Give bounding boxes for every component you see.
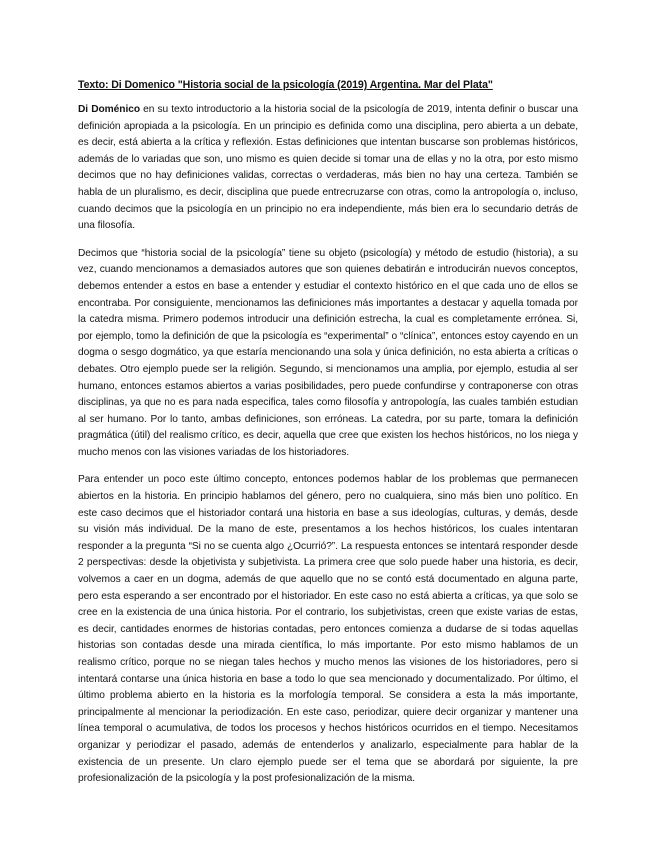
paragraph-body: en su texto introductorio a la historia social de la psicología de 2019, intenta definir o buscar una definición apropiada a la psicología. En un principio es definida como una disciplina, pero abierta a un debate, es decir, está abierta a la crítica y reflexión. Estas definiciones que intentan buscarse son problemas históricos, además de lo variadas que son, uno mismo es quien decide si tomar una de ellas y no la otra, por esto mismo decimos que no hay definiciones validas, correctas o verdaderas, más bien no hay una certeza. También se habla de un pluralismo, es decir, disciplina que puede entrecruzarse con otras, como la antropología o, incluso, cuando decimos que la psicología en un principio no era independiente, más bien era lo secundario detrás de una filosofía.	[78, 104, 578, 232]
paragraph-1	[78, 102, 578, 235]
paragraph-body: Para entender un poco este último concepto, entonces podemos hablar de los problemas que permanecen abiertos en la historia. En principio hablamos del género, pero no cualquiera, sino más bien uno político. En este caso decimos que el historiador contará una historia en base a sus ideologías, culturas, y demás, desde su visión más individual. De la mano de este, presentamos a los hechos históricos, los cuales intentaran responder a la pregunta “Si no se cuenta algo ¿Ocurrió?”. La respuesta entonces se intentará responder desde 2 perspectivas: desde la objetivista y subjetivista. La primera cree que solo puede haber una historia, es decir, volvemos a caer en un dogma, además de que aquello que no se contó está documentado en alguna parte, pero esta esperando a ser encontrado por el historiador. En este caso no está abierta a críticas, ya que solo se cree en la existencia de una única historia. Por el contrario, los subjetivistas, creen que existe varias de estas, es decir, cantidades enormes de historias contadas, pero entonces comienza a dudarse de si todas aquellas historias son contadas desde una mirada científica, lo más importante. Por esto mismo hablamos de un realismo crítico, porque no se niegan tales hechos y mucho menos las visiones de los historiadores, pero si intentará contarse una única historia en base a todo lo que sea mencionado y documentalizado. Por último, el último problema abierto en la historia es la morfología temporal. Se considera a esta la más importante, principalmente al mencionar la periodización. En este caso, periodizar, quiere decir organizar y mantener una línea temporal o acumulativa, de todos los procesos y hechos históricos ocurridos en el tiempo. Necesitamos organizar y periodizar el pasado, además de entenderlos y analizarlo, especialmente para hablar de la existencia de un presente. Un claro ejemplo puede ser el tema que se abordará por siguiente, la pre profesionalización de la psicología y la post profesionalización de la misma.	[78, 474, 578, 785]
paragraph-body: Decimos que “historia social de la psicología” tiene su objeto (psicología) y método de estudio (historia), a su vez, cuando mencionamos a demasiados autores que son quienes debatirán e introducirán nuevos conceptos, debemos entender a estos en base a entender y estudiar el contexto histórico en el que cada uno de ellos se encontraba. Por consiguiente, mencionamos las definiciones más importantes a destacar y aquella tomada por la catedra misma. Primero podemos introducir una definición estrecha, la cual es completamente errónea. Si, por ejemplo, tomo la definición de que la psicología es “experimental” o “clínica”, entonces estoy cayendo en un dogma o sesgo dogmático, ya que estaría mencionando una sola y única definición, no esta abierta a críticas o debates. Otro ejemplo puede ser la religión. Segundo, si mencionamos una amplia, por ejemplo, estudia al ser humano, entonces estamos abiertos a varias posibilidades, pero puede confundirse y contraponerse con otras disciplinas, ya que no es para nada especifica, tales como filosofía y antropología, las cuales también estudian al ser humano. Por lo tanto, ambas definiciones, son erróneas. La catedra, por su parte, tomara la definición pragmática (útil) del realismo crítico, es decir, aquella que cree que existen los hechos históricos, no los niega y mucho menos con las visiones variadas de los historiadores.	[78, 247, 578, 458]
paragraph-2	[78, 246, 578, 462]
paragraph-3	[78, 472, 578, 787]
paragraph-lead: Di Doménico	[78, 104, 141, 115]
document-title: Texto: Di Domenico "Historia social de la psicología (2019) Argentina. Mar del Plata"	[78, 79, 493, 91]
